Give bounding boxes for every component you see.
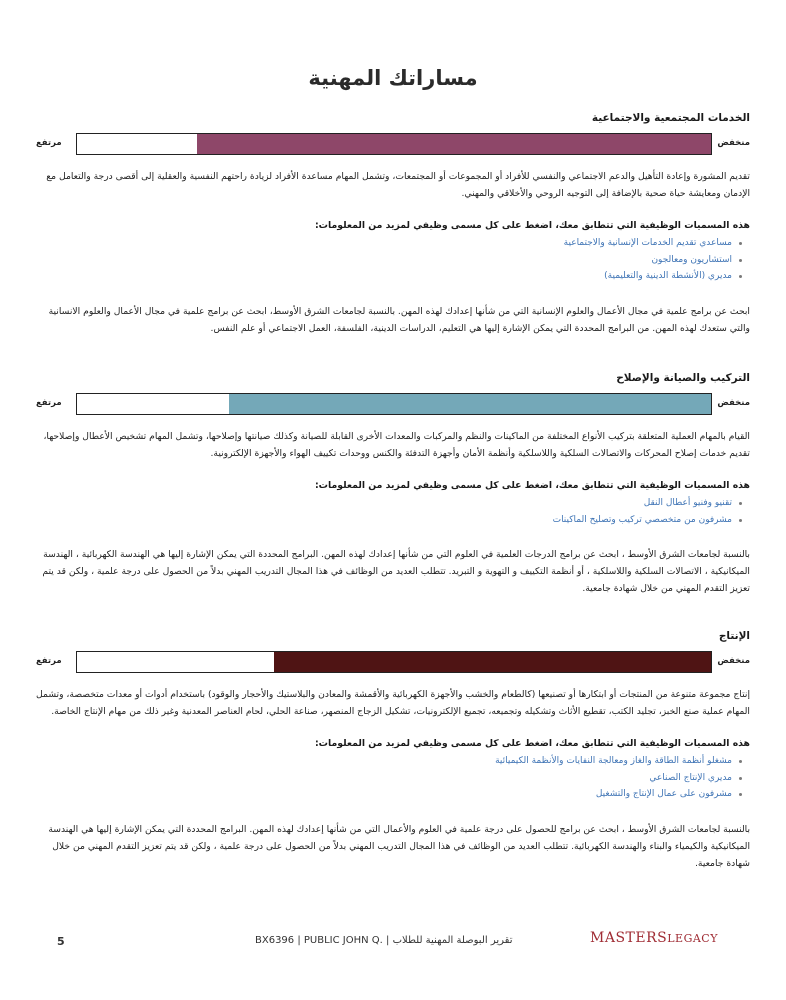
job-title-link[interactable]: مشغلو أنظمة الطاقة والغاز ومعالجة النفايات والأنظمة الكيميائية (36, 753, 732, 770)
section-title: الخدمات المجتمعية والاجتماعية (591, 112, 750, 124)
interest-level-bar (36, 648, 750, 678)
job-titles-list (36, 235, 750, 285)
job-titles-heading: هذه المسميات الوظيفية التي تتطابق معك، اضغط على كل مسمى وظيفي لمزيد من المعلومات: (314, 738, 750, 749)
bar-fill (274, 652, 711, 672)
job-title-link[interactable]: استشاريون ومعالجون (36, 252, 732, 269)
page-number: 5 (57, 935, 65, 948)
job-title-link[interactable]: تقنيو وفنيو أعطال النقل (36, 495, 732, 512)
footer-report-info: BX6396 | PUBLIC JOHN Q. | تقرير البوصلة المهنية للطلاب (255, 935, 513, 946)
job-titles-list (36, 495, 750, 528)
logo-main-text: MASTERS (590, 930, 668, 946)
career-section-installation-maintenance (36, 372, 750, 597)
logo-small-text: LEGACY (667, 932, 718, 945)
programs-text: بالنسبة لجامعات الشرق الأوسط ، ابحث عن برامج الدرجات العلمية في العلوم التي من شأنها إعدادك لهذه المهن. البرامج المحددة التي يمكن الإشارة إليها هي الهندسة الكهربائية ، الهندسة الميكانيكية ، الاتصالات السلكية واللاسلكية ، أو أنظمة التكييف و التهوية و التبريد. تتطلب العديد من الوظائف في هذا المجال التدريب المهني بدلاً من الحصول على درجة علمية ، ولكن قد يتم تعزيز التقدم المهني من خلال شهادة جامعية. (42, 549, 750, 594)
job-titles-heading: هذه المسميات الوظيفية التي تتطابق معك، اضغط على كل مسمى وظيفي لمزيد من المعلومات: (314, 480, 750, 491)
job-title-link[interactable]: مساعدي تقديم الخدمات الإنسانية والاجتماعية (36, 235, 732, 252)
career-section-community-services (36, 112, 750, 337)
bar-label-low: منخفض (717, 138, 750, 148)
job-title-link[interactable]: مديري الإنتاج الصناعي (36, 770, 732, 787)
bar-label-high: مرتفع (36, 138, 62, 148)
bar-label-low: منخفض (717, 656, 750, 666)
career-section-production (36, 630, 750, 872)
page-footer (0, 930, 786, 954)
bar-fill (197, 134, 711, 154)
programs-text: ابحث عن برامج علمية في مجال الأعمال والعلوم الإنسانية التي من شأنها إعدادك لهذه المهن. بالنسبة لجامعات الشرق الأوسط، ابحث عن برامج علمية في مجال الأعمال والعلوم الانسانية والتي ستعدك لهذه المهن. من البرامج المحددة التي يمكن الإشارة إليها هي التعليم، الدراسات الدينية، الفلسفة، العمل الاجتماعي أو علم النفس. (48, 305, 750, 334)
section-description: تقديم المشورة وإعادة التأهيل والدعم الاجتماعي والنفسي للأفراد أو المجموعات أو المجتمعات، وتشمل المهام مساعدة الأفراد لزيادة راحتهم النفسية والعقلية إلى أقصى درجة والتعامل مع الإدمان ومعايشة حياة صحية بالإضافة إلى التوجيه الروحي والأخلاقي والمهني. (46, 171, 750, 199)
bar-label-high: مرتفع (36, 398, 62, 408)
page-title: مساراتك المهنية (308, 66, 478, 90)
bar-track (76, 133, 712, 155)
bar-label-low: منخفض (717, 398, 750, 408)
interest-level-bar (36, 390, 750, 420)
bar-label-high: مرتفع (36, 656, 62, 666)
programs-text: بالنسبة لجامعات الشرق الأوسط ، ابحث عن برامج للحصول على درجة علمية في العلوم والأعمال التي من شأنها إعدادك لهذه المهن. البرامج المحددة التي يمكن الإشارة إليها هي الهندسة الميكانيكية والكيمياء والبناء والهندسة الكهربائية. تتطلب العديد من الوظائف في هذا المجال التدريب المهني بدلاً من الحصول على درجة علمية ، ولكن قد يتم تعزيز التقدم المهني من خلال شهادة جامعية. (48, 823, 750, 869)
masters-legacy-logo (590, 930, 718, 946)
bar-track (76, 651, 712, 673)
job-titles-list (36, 753, 750, 803)
job-titles-heading: هذه المسميات الوظيفية التي تتطابق معك، اضغط على كل مسمى وظيفي لمزيد من المعلومات: (314, 220, 750, 231)
section-title: الإنتاج (718, 630, 750, 642)
bar-fill (229, 394, 711, 414)
bar-track (76, 393, 712, 415)
job-title-link[interactable]: مشرفون على عمال الإنتاج والتشغيل (36, 786, 732, 803)
section-description: القيام بالمهام العملية المتعلقة بتركيب الأنواع المختلفة من الماكينات والنظم والمركبات والمعدات الأخرى القابلة للصيانة وكذلك صيانتها وإصلاحها، وتشمل المهام تشخيص الأعطال وإصلاحها، تقديم خدمات إصلاح المحركات والاتصالات السلكية واللاسلكية وأنظمة الأمان وأجهزة التدفئة والكنس ووحدات تكييف الهواء والأجهزة الإلكترونية. (43, 431, 750, 459)
job-title-link[interactable]: مشرفون من متخصصي تركيب وتصليح الماكينات (36, 512, 732, 529)
job-title-link[interactable]: مديري (الأنشطة الدينية والتعليمية) (36, 268, 732, 285)
section-description: إنتاج مجموعة متنوعة من المنتجات أو ابتكارها أو تصنيعها (كالطعام والخشب والأجهزة الكهربائية والأقمشة والمعادن والبلاستيك والأحجار والوقود) باستخدام أدوات أو معدات متخصصة، وتشمل المهام عملية صنع الخبز، تجليد الكتب، تقطيع الأثاث وتشكيله وتجميعه، تجميع الإلكترونيات، تشكيل الزجاج المنصهر، صناعة الحلي، لحام العناصر المعدنية وغير ذلك من مهام الإنتاج الخاصة. (36, 689, 750, 717)
interest-level-bar (36, 130, 750, 160)
section-title: التركيب والصيانة والإصلاح (616, 372, 750, 384)
